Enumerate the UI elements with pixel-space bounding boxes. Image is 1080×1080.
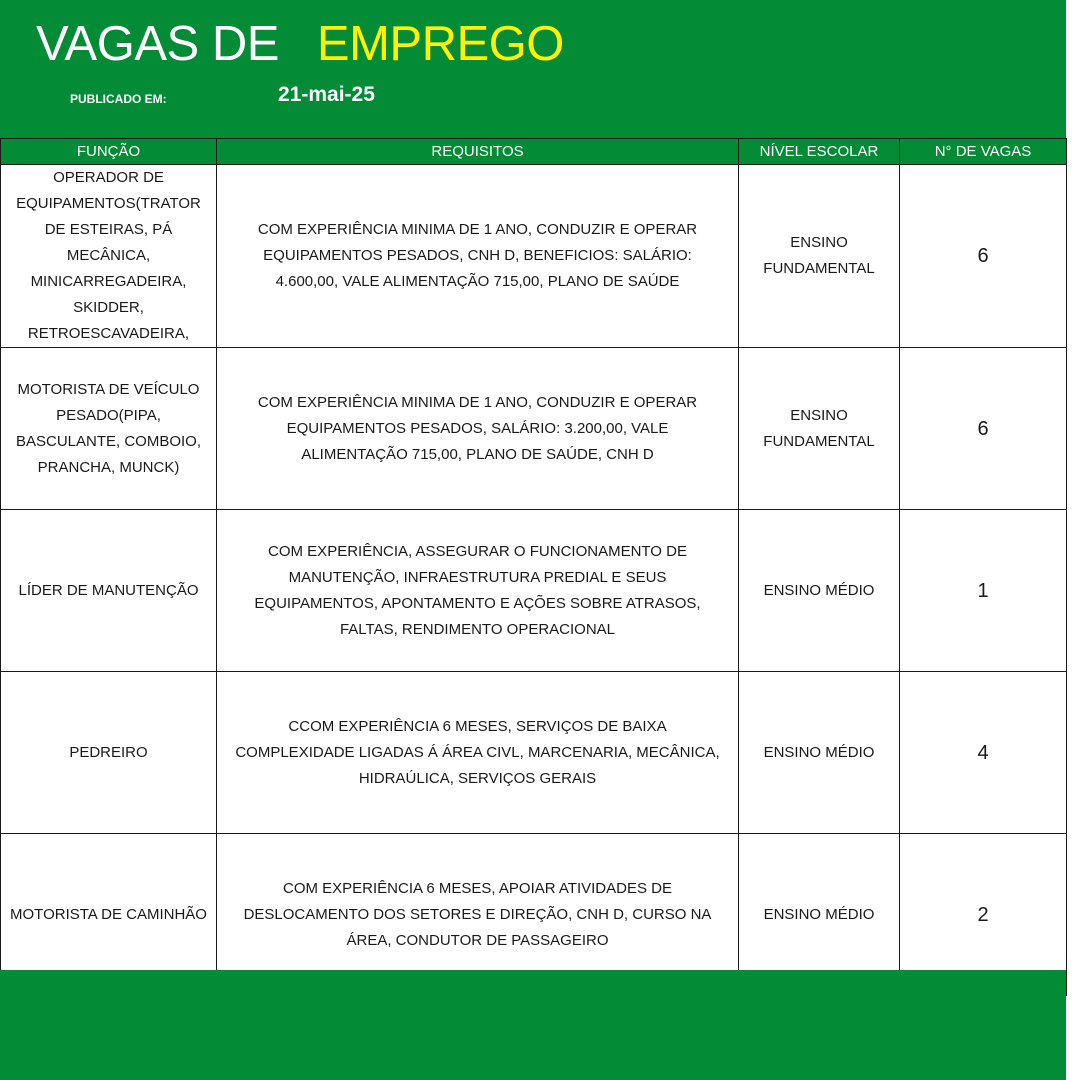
- jobs-table: [0, 138, 1067, 996]
- cell-funcao: LÍDER DE MANUTENÇÃO: [1, 510, 217, 672]
- title-part-1: VAGAS DE: [36, 17, 279, 71]
- page-title: [36, 14, 564, 74]
- title-part-2: EMPREGO: [316, 17, 564, 71]
- cell-funcao: MOTORISTA DE CAMINHÃO: [1, 834, 217, 996]
- published-date: 21-mai-25: [278, 83, 375, 106]
- cell-funcao: MOTORISTA DE VEÍCULO PESADO(PIPA, BASCULANTE, COMBOIO, PRANCHA, MUNCK): [1, 348, 217, 510]
- cell-funcao: PEDREIRO: [1, 672, 217, 834]
- table-row: [1, 672, 1067, 834]
- table-row: [1, 165, 1067, 348]
- cell-requisitos: CCOM EXPERIÊNCIA 6 MESES, SERVIÇOS DE BAIXA COMPLEXIDADE LIGADAS Á ÁREA CIVL, MARCENARIA, MECÂNICA, HIDRAÚLICA, SERVIÇOS GERAIS: [217, 672, 739, 834]
- column-header-requisitos: REQUISITOS: [217, 139, 739, 165]
- table-row: [1, 510, 1067, 672]
- table-header-row: [1, 139, 1067, 165]
- published-label: PUBLICADO EM:: [70, 92, 167, 106]
- column-header-funcao: FUNÇÃO: [1, 139, 217, 165]
- column-header-nivel: NÍVEL ESCOLAR: [739, 139, 900, 165]
- table-row: [1, 348, 1067, 510]
- cell-vagas: 2: [900, 834, 1067, 996]
- cell-requisitos: COM EXPERIÊNCIA 6 MESES, APOIAR ATIVIDADES DE DESLOCAMENTO DOS SETORES E DIREÇÃO, CNH D, CURSO NA ÁREA, CONDUTOR DE PASSAGEIRO: [217, 834, 739, 996]
- cell-vagas: 1: [900, 510, 1067, 672]
- cell-vagas: 4: [900, 672, 1067, 834]
- cell-requisitos: COM EXPERIÊNCIA MINIMA DE 1 ANO, CONDUZIR E OPERAR EQUIPAMENTOS PESADOS, CNH D, BENEFICIOS: SALÁRIO: 4.600,00, VALE ALIMENTAÇÃO 715,00, PLANO DE SAÚDE: [217, 165, 739, 348]
- header-banner: [0, 0, 1066, 138]
- cell-nivel: ENSINO MÉDIO: [739, 672, 900, 834]
- column-header-vagas: N° DE VAGAS: [900, 139, 1067, 165]
- cell-requisitos: COM EXPERIÊNCIA MINIMA DE 1 ANO, CONDUZIR E OPERAR EQUIPAMENTOS PESADOS, SALÁRIO: 3.200,00, VALE ALIMENTAÇÃO 715,00, PLANO DE SAÚDE, CNH D: [217, 348, 739, 510]
- cell-nivel: ENSINO FUNDAMENTAL: [739, 348, 900, 510]
- cell-nivel: ENSINO MÉDIO: [739, 510, 900, 672]
- cell-requisitos: COM EXPERIÊNCIA, ASSEGURAR O FUNCIONAMENTO DE MANUTENÇÃO, INFRAESTRUTURA PREDIAL E SEUS EQUIPAMENTOS, APONTAMENTO E AÇÕES SOBRE ATRASOS, FALTAS, RENDIMENTO OPERACIONAL: [217, 510, 739, 672]
- cell-funcao: OPERADOR DE EQUIPAMENTOS(TRATOR DE ESTEIRAS, PÁ MECÂNICA, MINICARREGADEIRA, SKIDDER, RETROESCAVADEIRA,: [1, 165, 217, 348]
- footer-banner: [0, 970, 1066, 1080]
- cell-nivel: ENSINO MÉDIO: [739, 834, 900, 996]
- cell-vagas: 6: [900, 165, 1067, 348]
- cell-nivel: ENSINO FUNDAMENTAL: [739, 165, 900, 348]
- cell-vagas: 6: [900, 348, 1067, 510]
